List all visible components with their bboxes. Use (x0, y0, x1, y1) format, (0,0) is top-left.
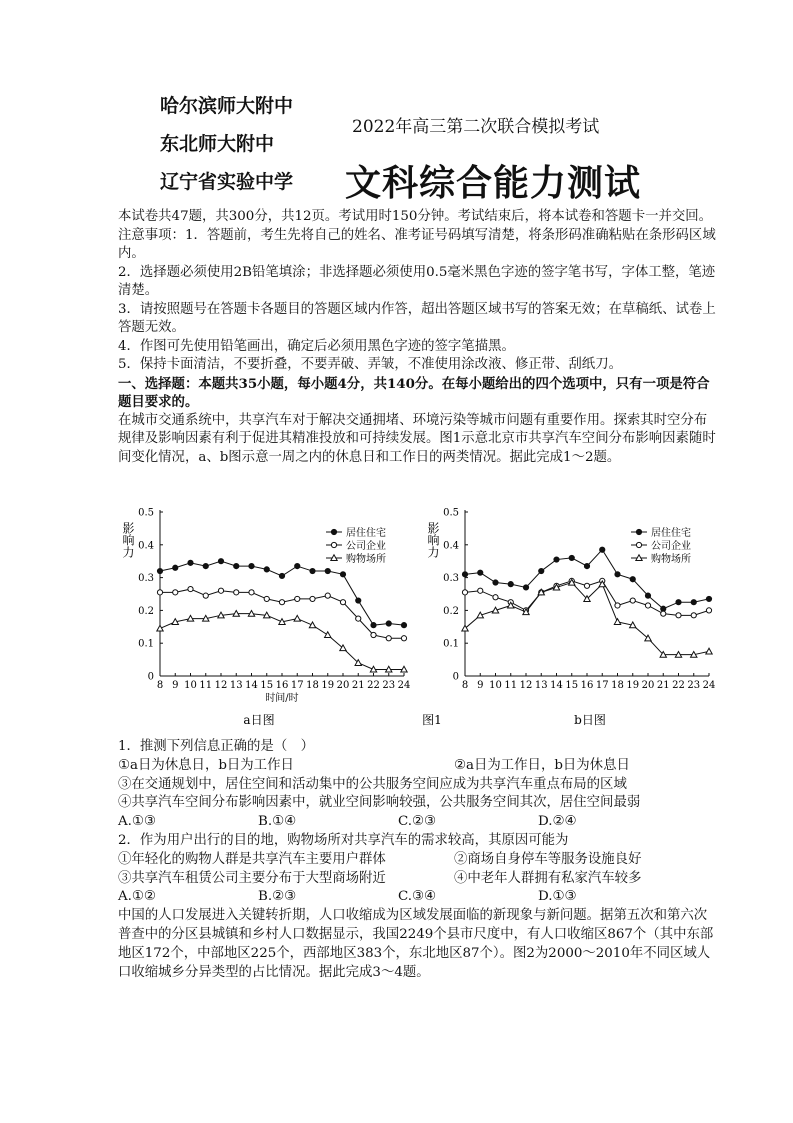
data-point (218, 588, 223, 593)
data-point (279, 573, 284, 578)
y-tick-label: 0.1 (443, 638, 459, 650)
exam-title: 2022年高三第二次联合模拟考试 (352, 117, 600, 137)
data-point (173, 565, 178, 570)
option-text: ④共享汽车空间分布影响因素中，就业空间影响较强，公共服务空间其次，居住空间最弱 (118, 795, 641, 811)
data-point (295, 596, 300, 601)
y-tick-label: 0.4 (138, 540, 154, 552)
data-point (462, 590, 467, 595)
data-point (325, 632, 331, 638)
x-tick-label: 12 (214, 680, 228, 691)
legend-label: 购物场所 (346, 554, 386, 565)
notice-item: 2．选择题必须使用2B铅笔填涂；非选择题必须使用0.5毫米黑色字迹的签字笔书写，字体工整，笔迹清楚。 (118, 264, 716, 298)
answer-choice: A.①② (118, 889, 156, 905)
x-tick-label: 20 (641, 680, 655, 691)
data-point (340, 572, 345, 577)
answer-choice: C.③④ (398, 889, 437, 905)
x-tick-label: 23 (687, 680, 701, 691)
chart-a (121, 508, 410, 705)
data-point (234, 564, 239, 569)
x-tick-label: 17 (290, 680, 304, 691)
x-tick-label: 18 (611, 680, 624, 691)
option-text: ②商场自身停车等服务设施良好 (454, 851, 642, 867)
option-text: ①年轻化的购物人群是共享汽车主要用户群体 (118, 851, 386, 867)
data-point (249, 564, 254, 569)
x-tick-label: 24 (702, 680, 716, 691)
answer-choice: B.②③ (258, 889, 297, 905)
x-tick-label: 14 (550, 680, 563, 691)
option-row (118, 870, 718, 889)
subject-title: 文科综合能力测试 (345, 162, 642, 204)
data-point (615, 572, 620, 577)
data-point (295, 564, 300, 569)
section-heading: 一、选择题：本题共35小题，每小题4分，共140分。在每小题给出的四个选项中，只有一项是符合题目要求的。 (118, 375, 710, 410)
x-tick-label: 11 (199, 680, 213, 691)
school-name: 东北师大附中 (160, 133, 275, 155)
data-point (157, 625, 163, 631)
data-point (340, 600, 345, 605)
x-axis-label: 时间/时 (265, 693, 299, 704)
data-point (676, 600, 681, 605)
notice-item: 注意事项：1．答题前，考生先将自己的姓名、准考证号码填写清楚，将条形码准确粘贴在条形码区域内。 (118, 227, 716, 261)
x-tick-label: 21 (656, 680, 670, 691)
data-point (264, 567, 269, 572)
y-axis-label: 影响力 (426, 522, 440, 558)
passage-text: 中国的人口发展进入关键转折期，人口收缩成为区域发展面临的新现象与新问题。据第五次和第六次普查中的分区县城镇和乡村人口数据显示，我国2249个县市尺度中，有人口收缩区867个（其中东部地区172个，中部地区225个，西部地区383个，东北地区87个）。图2为2000～2010年不同区域人口收缩城乡分异类型的占比情况。据此完成3～4题。 (118, 908, 714, 980)
y-tick-label: 0.5 (443, 507, 459, 519)
data-point (325, 568, 330, 573)
x-tick-label: 9 (477, 680, 484, 691)
x-tick-label: 10 (489, 680, 502, 691)
x-tick-label: 14 (245, 680, 258, 691)
option-text: ④中老年人群拥有私家汽车较多 (454, 870, 642, 886)
data-point (584, 583, 589, 588)
x-tick-label: 18 (306, 680, 319, 691)
y-tick-label: 0.2 (443, 605, 459, 617)
legend-marker (331, 542, 336, 547)
data-point (310, 596, 315, 601)
instructions-block (118, 208, 718, 467)
data-point (310, 568, 315, 573)
data-point (188, 560, 193, 565)
y-tick-label: 0.3 (138, 573, 154, 585)
question-stem: 2．作为用户出行的目的地，购物场所对共享汽车的需求较高，其原因可能为 (118, 832, 569, 848)
school-name: 哈尔滨师大附中 (160, 95, 294, 117)
x-tick-label: 16 (580, 680, 594, 691)
x-tick-label: 19 (321, 680, 335, 691)
legend-label: 公司企业 (651, 541, 691, 552)
answer-choice: D.②④ (538, 814, 577, 830)
y-tick-label: 0 (147, 671, 154, 683)
notice-item: 5．保持卡面清洁，不要折叠，不要弄破、弄皱，不准使用涂改液、修正带、刮纸刀。 (118, 357, 622, 372)
legend-label: 公司企业 (346, 541, 386, 552)
figure-1 (118, 500, 718, 735)
data-point (325, 593, 330, 598)
answer-choices (118, 888, 718, 907)
data-point (493, 580, 498, 585)
x-tick-label: 11 (504, 680, 518, 691)
data-point (706, 648, 712, 654)
y-tick-label: 0.3 (443, 573, 459, 585)
data-point (218, 559, 223, 564)
y-tick-label: 0.4 (443, 540, 459, 552)
data-point (203, 564, 208, 569)
answer-choice: A.①③ (118, 814, 156, 830)
school-list (160, 96, 330, 210)
y-tick-label: 0.5 (138, 507, 154, 519)
x-tick-label: 20 (336, 680, 350, 691)
legend-label: 居住住宅 (651, 528, 691, 539)
data-point (493, 595, 498, 600)
data-point (234, 590, 239, 595)
data-point (600, 547, 605, 552)
x-tick-label: 8 (461, 680, 469, 691)
data-point (630, 598, 635, 603)
chart-b (426, 508, 715, 692)
y-tick-label: 0 (452, 671, 459, 683)
exam-info: 本试卷共47题，共300分，共12页。考试用时150分钟。考试结束后，将本试卷和答题卡一并交回。 (118, 209, 713, 224)
x-tick-label: 22 (672, 680, 685, 691)
x-tick-label: 22 (367, 680, 380, 691)
series-line (160, 561, 404, 625)
figure-caption: 图1 (422, 713, 442, 727)
x-tick-label: 15 (260, 680, 274, 691)
notice-item: 4．作图可先使用铅笔画出，确定后必须用黑色字迹的签字笔描黑。 (118, 338, 515, 354)
x-tick-label: 19 (626, 680, 640, 691)
data-point (584, 564, 589, 569)
option-text: ②a日为工作日，b日为休息日 (454, 757, 630, 773)
x-tick-label: 13 (534, 680, 548, 691)
option-text: ①a日为休息日，b日为工作日 (118, 757, 294, 773)
series-line (465, 583, 709, 655)
notice-item: 3．请按照题号在答题卡各题目的答题区域内作答，超出答题区域书写的答案无效；在草稿纸、试卷上答题无效。 (118, 301, 716, 335)
data-point (691, 613, 696, 618)
school-name: 辽宁省实验中学 (160, 171, 294, 193)
option-text: ③共享汽车租赁公司主要分布于大型商场附近 (118, 870, 386, 886)
data-point (569, 555, 574, 560)
answer-choice: D.①③ (538, 889, 577, 905)
answer-choice: C.②③ (398, 814, 437, 830)
data-point (462, 572, 467, 577)
data-point (356, 598, 361, 603)
x-tick-label: 8 (156, 680, 164, 691)
question-stem: 1．推测下列信息正确的是（ ） (118, 739, 314, 754)
x-tick-label: 24 (397, 680, 411, 691)
data-point (173, 590, 178, 595)
data-point (188, 586, 193, 591)
answer-choice: B.①④ (258, 814, 297, 830)
data-point (630, 577, 635, 582)
data-point (554, 557, 559, 562)
data-point (539, 568, 544, 573)
chart-a-label: a日图 (243, 713, 275, 727)
option-row (118, 757, 718, 776)
data-point (157, 590, 162, 595)
legend-marker (331, 529, 336, 534)
data-point (645, 603, 650, 608)
legend-label: 购物场所 (651, 554, 691, 565)
data-point (386, 636, 391, 641)
data-point (157, 568, 162, 573)
series-line (160, 589, 404, 638)
data-point (386, 621, 391, 626)
x-tick-label: 21 (351, 680, 365, 691)
data-point (691, 600, 696, 605)
x-tick-label: 17 (595, 680, 609, 691)
x-tick-label: 23 (382, 680, 396, 691)
data-point (661, 611, 666, 616)
data-point (508, 582, 513, 587)
legend-marker (636, 529, 641, 534)
data-point (478, 570, 483, 575)
data-point (706, 596, 711, 601)
data-point (264, 596, 269, 601)
data-point (249, 590, 254, 595)
figure-1-svg (118, 500, 718, 735)
option-text: ③在交通规划中，居住空间和活动集中的公共服务空间应成为共享汽车重点布局的区域 (118, 776, 627, 792)
data-point (706, 608, 711, 613)
data-point (523, 585, 528, 590)
data-point (401, 636, 406, 641)
data-point (478, 588, 483, 593)
legend-label: 居住住宅 (346, 528, 386, 539)
data-point (371, 632, 376, 637)
x-tick-label: 16 (275, 680, 289, 691)
data-point (645, 593, 650, 598)
data-point (371, 623, 376, 628)
legend-marker (636, 542, 641, 547)
data-point (279, 600, 284, 605)
data-point (614, 619, 620, 625)
data-point (676, 613, 681, 618)
data-point (401, 623, 406, 628)
y-tick-label: 0.2 (138, 605, 154, 617)
x-tick-label: 9 (172, 680, 179, 691)
x-tick-label: 10 (184, 680, 197, 691)
x-tick-label: 12 (519, 680, 533, 691)
data-point (294, 615, 300, 621)
x-tick-label: 13 (229, 680, 243, 691)
passage-text: 在城市交通系统中，共享汽车对于解决交通拥堵、环境污染等城市问题有重要作用。探索其时空分布规律及影响因素有利于促进其精准投放和可持续发展。图1示意北京市共享汽车空间分布影响因素随时间变化情况，a、b图示意一周之内的休息日和工作日的两类情况。据此完成1～2题。 (118, 412, 716, 465)
data-point (615, 603, 620, 608)
answer-choices (118, 813, 718, 832)
data-point (356, 616, 361, 621)
x-tick-label: 15 (565, 680, 579, 691)
y-tick-label: 0.1 (138, 638, 154, 650)
option-row (118, 851, 718, 870)
data-point (309, 622, 315, 628)
data-point (203, 593, 208, 598)
chart-b-label: b日图 (574, 713, 606, 727)
questions-block (118, 738, 718, 982)
y-axis-label: 影响力 (121, 522, 135, 558)
